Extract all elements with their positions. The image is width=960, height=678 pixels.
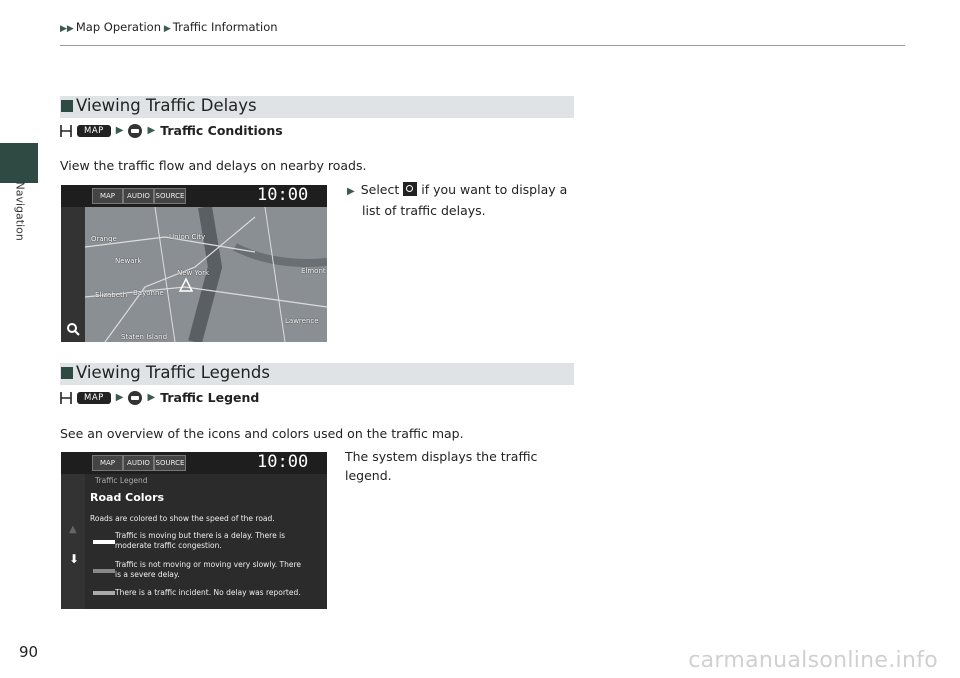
legend-panel-title: Traffic Legend — [95, 476, 148, 485]
section-note: ▶ Select if you want to display a list of traffic delays. — [347, 182, 568, 218]
legend-row: Traffic is moving but there is a delay. There is moderate traffic congestion. — [115, 531, 286, 550]
traffic-icon[interactable] — [128, 391, 142, 405]
menu-path-legends — [60, 390, 259, 405]
section-title: Viewing Traffic Delays — [76, 96, 257, 115]
breadcrumb-arrow-icon: ▶ — [161, 24, 171, 34]
scroll-down-icon: ⬇ — [69, 552, 80, 566]
map-label: Elizabeth — [95, 291, 128, 299]
screen-audio-button: AUDIO — [123, 455, 154, 471]
search-icon — [67, 323, 80, 336]
screen-clock: 10:00 — [257, 452, 309, 472]
legend-panel — [85, 474, 327, 609]
screen-clock: 10:00 — [257, 185, 309, 205]
breadcrumb-arrow-icon: ▶▶ — [60, 24, 74, 34]
home-icon — [60, 124, 72, 138]
map-label: Lawrence — [285, 317, 319, 325]
path-final: Traffic Legend — [160, 390, 260, 405]
map-label: Orange — [91, 235, 117, 243]
watermark: carmanualsonline.info — [688, 648, 938, 673]
map-button[interactable]: MAP — [77, 392, 111, 404]
breadcrumb — [60, 20, 278, 34]
legend-row: There is a traffic incident. No delay was reported. — [115, 588, 301, 597]
screen-top-bar — [61, 185, 327, 207]
legend-color-swatch — [93, 569, 115, 573]
breadcrumb-item-1[interactable]: Map Operation — [75, 20, 161, 34]
screen-top-bar — [61, 452, 327, 474]
page-number: 90 — [19, 643, 39, 661]
map-button[interactable]: MAP — [77, 125, 111, 137]
map-label: Bayonne — [133, 289, 164, 297]
traffic-icon[interactable] — [128, 124, 142, 138]
legend-row: Traffic is not moving or moving very slowly. There is a severe delay. — [115, 560, 302, 579]
path-arrow-icon: ▶ — [115, 392, 124, 403]
map-label: New York — [177, 269, 210, 277]
scroll-up-icon: ▲ — [69, 524, 77, 535]
home-icon — [60, 391, 72, 405]
screen-source-button: SOURCE — [154, 455, 186, 471]
section-heading-legends — [60, 363, 574, 385]
path-arrow-icon: ▶ — [115, 125, 124, 136]
section-note: The system displays the traffic legend. — [345, 449, 538, 483]
map-label: Staten Island — [121, 333, 168, 341]
legend-color-swatch — [93, 540, 115, 544]
header-rule — [60, 45, 905, 46]
map-label: Newark — [115, 257, 142, 265]
search-icon — [403, 182, 417, 196]
screenshot-traffic-legend — [61, 452, 327, 609]
screen-side-bar — [61, 474, 85, 609]
map-label: Elmont — [301, 267, 326, 275]
chapter-label: Navigation — [13, 181, 27, 241]
section-marker-icon — [61, 367, 73, 379]
screenshot-traffic-map — [61, 185, 327, 342]
section-body: See an overview of the icons and colors used on the traffic map. — [60, 426, 464, 441]
section-marker-icon — [61, 100, 73, 112]
legend-intro: Roads are colored to show the speed of the road. — [90, 514, 275, 523]
screen-source-button: SOURCE — [154, 188, 186, 204]
screen-map-button: MAP — [92, 455, 123, 471]
path-arrow-icon: ▶ — [147, 392, 156, 403]
section-body: View the traffic flow and delays on nearby roads. — [60, 158, 367, 173]
section-heading-delays — [60, 96, 574, 118]
path-final: Traffic Conditions — [160, 123, 283, 138]
menu-path-delays — [60, 123, 283, 138]
map-label: Union City — [169, 233, 206, 241]
note-arrow-icon: ▶ — [347, 186, 355, 197]
screen-side-bar — [61, 207, 85, 342]
breadcrumb-item-2[interactable]: Traffic Information — [172, 20, 278, 34]
screen-map-button: MAP — [92, 188, 123, 204]
legend-color-swatch — [93, 591, 115, 595]
map-view — [85, 207, 327, 342]
section-title: Viewing Traffic Legends — [76, 363, 270, 382]
legend-heading: Road Colors — [90, 491, 165, 504]
screen-audio-button: AUDIO — [123, 188, 154, 204]
chapter-tab — [0, 143, 38, 183]
path-arrow-icon: ▶ — [147, 125, 156, 136]
